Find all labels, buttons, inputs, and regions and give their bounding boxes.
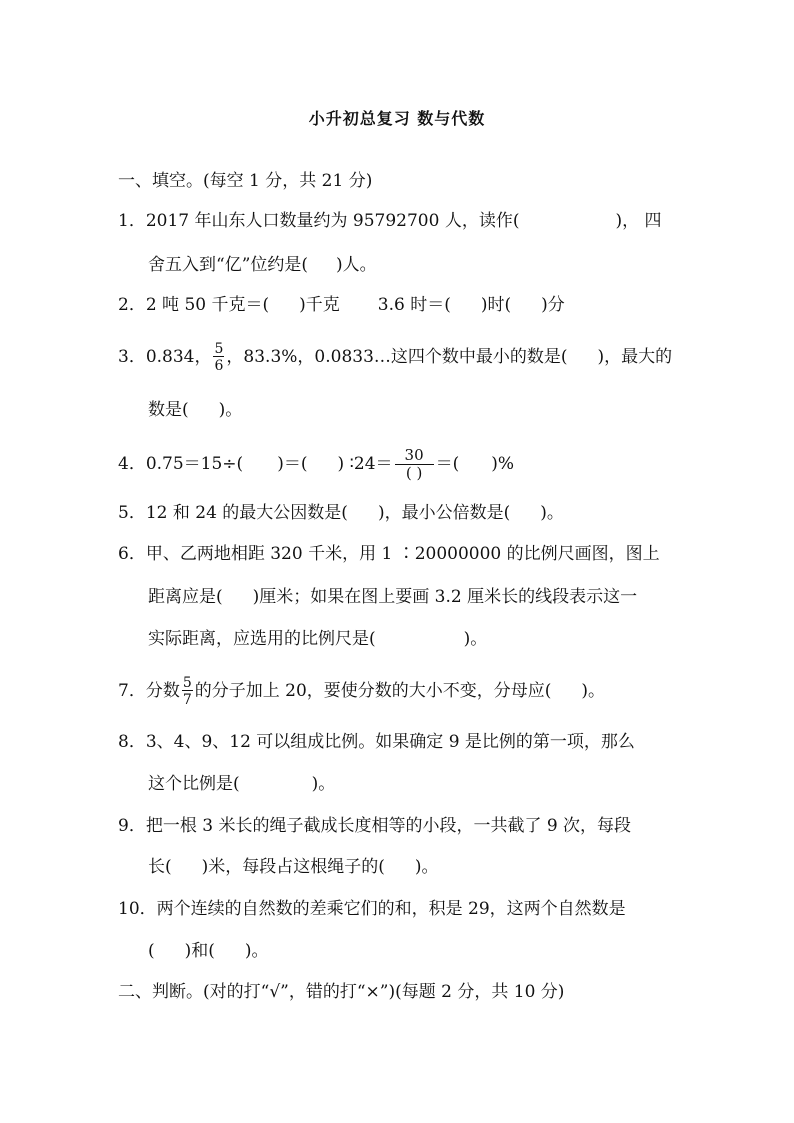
- q7-frac-denominator: 7: [182, 692, 192, 708]
- q3-frac-numerator: 5: [214, 341, 224, 357]
- q9-text-c: )米，每段占这根绳子的(: [201, 857, 385, 877]
- question-1-line-1: [118, 209, 678, 233]
- q4-frac-numerator: 30: [404, 446, 424, 464]
- question-8-line-1: 8．3、4、9、12 可以组成比例。如果确定 9 是比例的第一项，那么: [118, 732, 635, 752]
- q7-text-b: 的分子加上 20，要使分数的大小不变，分母应(: [194, 681, 552, 701]
- question-6-line-3: [148, 627, 708, 651]
- section-1-heading: 一、填空。(每空 1 分，共 21 分): [118, 171, 373, 191]
- q4-text-e: )%: [491, 454, 515, 474]
- q6-text-b: 距离应是(: [148, 587, 223, 607]
- q4-text-c: ) ∶24＝: [337, 454, 393, 474]
- q4-fraction: [395, 447, 434, 482]
- q2-text-d: )时(: [480, 295, 512, 315]
- q4-text-a: 4．0.75＝15÷(: [118, 454, 244, 474]
- question-10-line-2: [148, 939, 708, 963]
- q9-text-d: )。: [414, 857, 439, 877]
- q3-text-b: ，83.3%，0.0833…这四个数中最小的数是(: [226, 347, 568, 367]
- q4-frac-denominator: ( ): [405, 464, 423, 482]
- question-3-line-2: [148, 398, 708, 422]
- q10-text-c: )和(: [184, 941, 215, 961]
- q6-text-c: )厘米；如果在图上要画 3.2 厘米长的线段表示这一: [252, 587, 638, 607]
- q1-text-b: )， 四: [615, 211, 662, 231]
- q6-text-e: )。: [463, 629, 488, 649]
- q2-text-b: )千克: [299, 295, 340, 315]
- question-9-line-2: [148, 855, 708, 879]
- q7-fraction: [182, 676, 193, 707]
- question-9-line-1: 9．把一根 3 米长的绳子截成长度相等的小段，一共截了 9 次，每段: [118, 816, 632, 836]
- q5-text-a: 5．12 和 24 的最大公因数是(: [118, 503, 348, 523]
- question-3-line-1: [118, 342, 678, 373]
- q1-text-c: 舍五入到“亿”位约是(: [148, 255, 309, 275]
- question-5: [118, 501, 678, 525]
- q2-text-c: 3.6 时＝(: [377, 295, 451, 315]
- question-8-line-2: [148, 772, 708, 796]
- q3-text-e: )。: [218, 400, 243, 420]
- q4-text-b: )＝(: [277, 454, 308, 474]
- q10-text-b: (: [148, 941, 155, 961]
- q7-text-c: )。: [581, 681, 606, 701]
- question-6-line-2: [148, 585, 708, 609]
- q3-fraction: [213, 342, 224, 373]
- q8-text-c: )。: [311, 774, 336, 794]
- question-1-line-2: [148, 253, 708, 277]
- question-4: [118, 447, 678, 482]
- q5-text-c: )。: [540, 503, 564, 523]
- question-10-line-1: 10．两个连续的自然数的差乘它们的和，积是 29，这两个自然数是: [118, 899, 626, 919]
- q3-text-c: )，最大的: [597, 347, 673, 367]
- question-6-line-1: 6．甲、乙两地相距 320 千米，用 1 ∶20000000 的比例尺画图，图上: [118, 544, 660, 564]
- q1-text-d: )人。: [336, 255, 377, 275]
- q1-text-a: 1．2017 年山东人口数量约为 95792700 人，读作(: [118, 211, 520, 231]
- q7-text-a: 7．分数: [118, 681, 180, 701]
- question-2: [118, 293, 678, 317]
- question-7: [118, 676, 678, 707]
- q7-frac-numerator: 5: [182, 675, 192, 691]
- q5-text-b: )，最小公倍数是(: [377, 503, 511, 523]
- q9-text-b: 长(: [148, 857, 172, 877]
- section-2-heading: 二、判断。(对的打“√”，错的打“×”)(每题 2 分，共 10 分): [118, 982, 565, 1002]
- q8-text-b: 这个比例是(: [148, 774, 240, 794]
- q2-text-e: )分: [541, 295, 565, 315]
- q6-text-d: 实际距离，应选用的比例尺是(: [148, 629, 376, 649]
- q3-text-a: 3．0.834，: [118, 347, 212, 367]
- q3-frac-denominator: 6: [214, 358, 224, 374]
- q10-text-d: )。: [244, 941, 269, 961]
- q4-text-d: ＝(: [435, 454, 460, 474]
- page-title: 小升初总复习 数与代数: [308, 109, 486, 128]
- q2-text-a: 2．2 吨 50 千克＝(: [118, 295, 270, 315]
- q3-text-d: 数是(: [148, 400, 189, 420]
